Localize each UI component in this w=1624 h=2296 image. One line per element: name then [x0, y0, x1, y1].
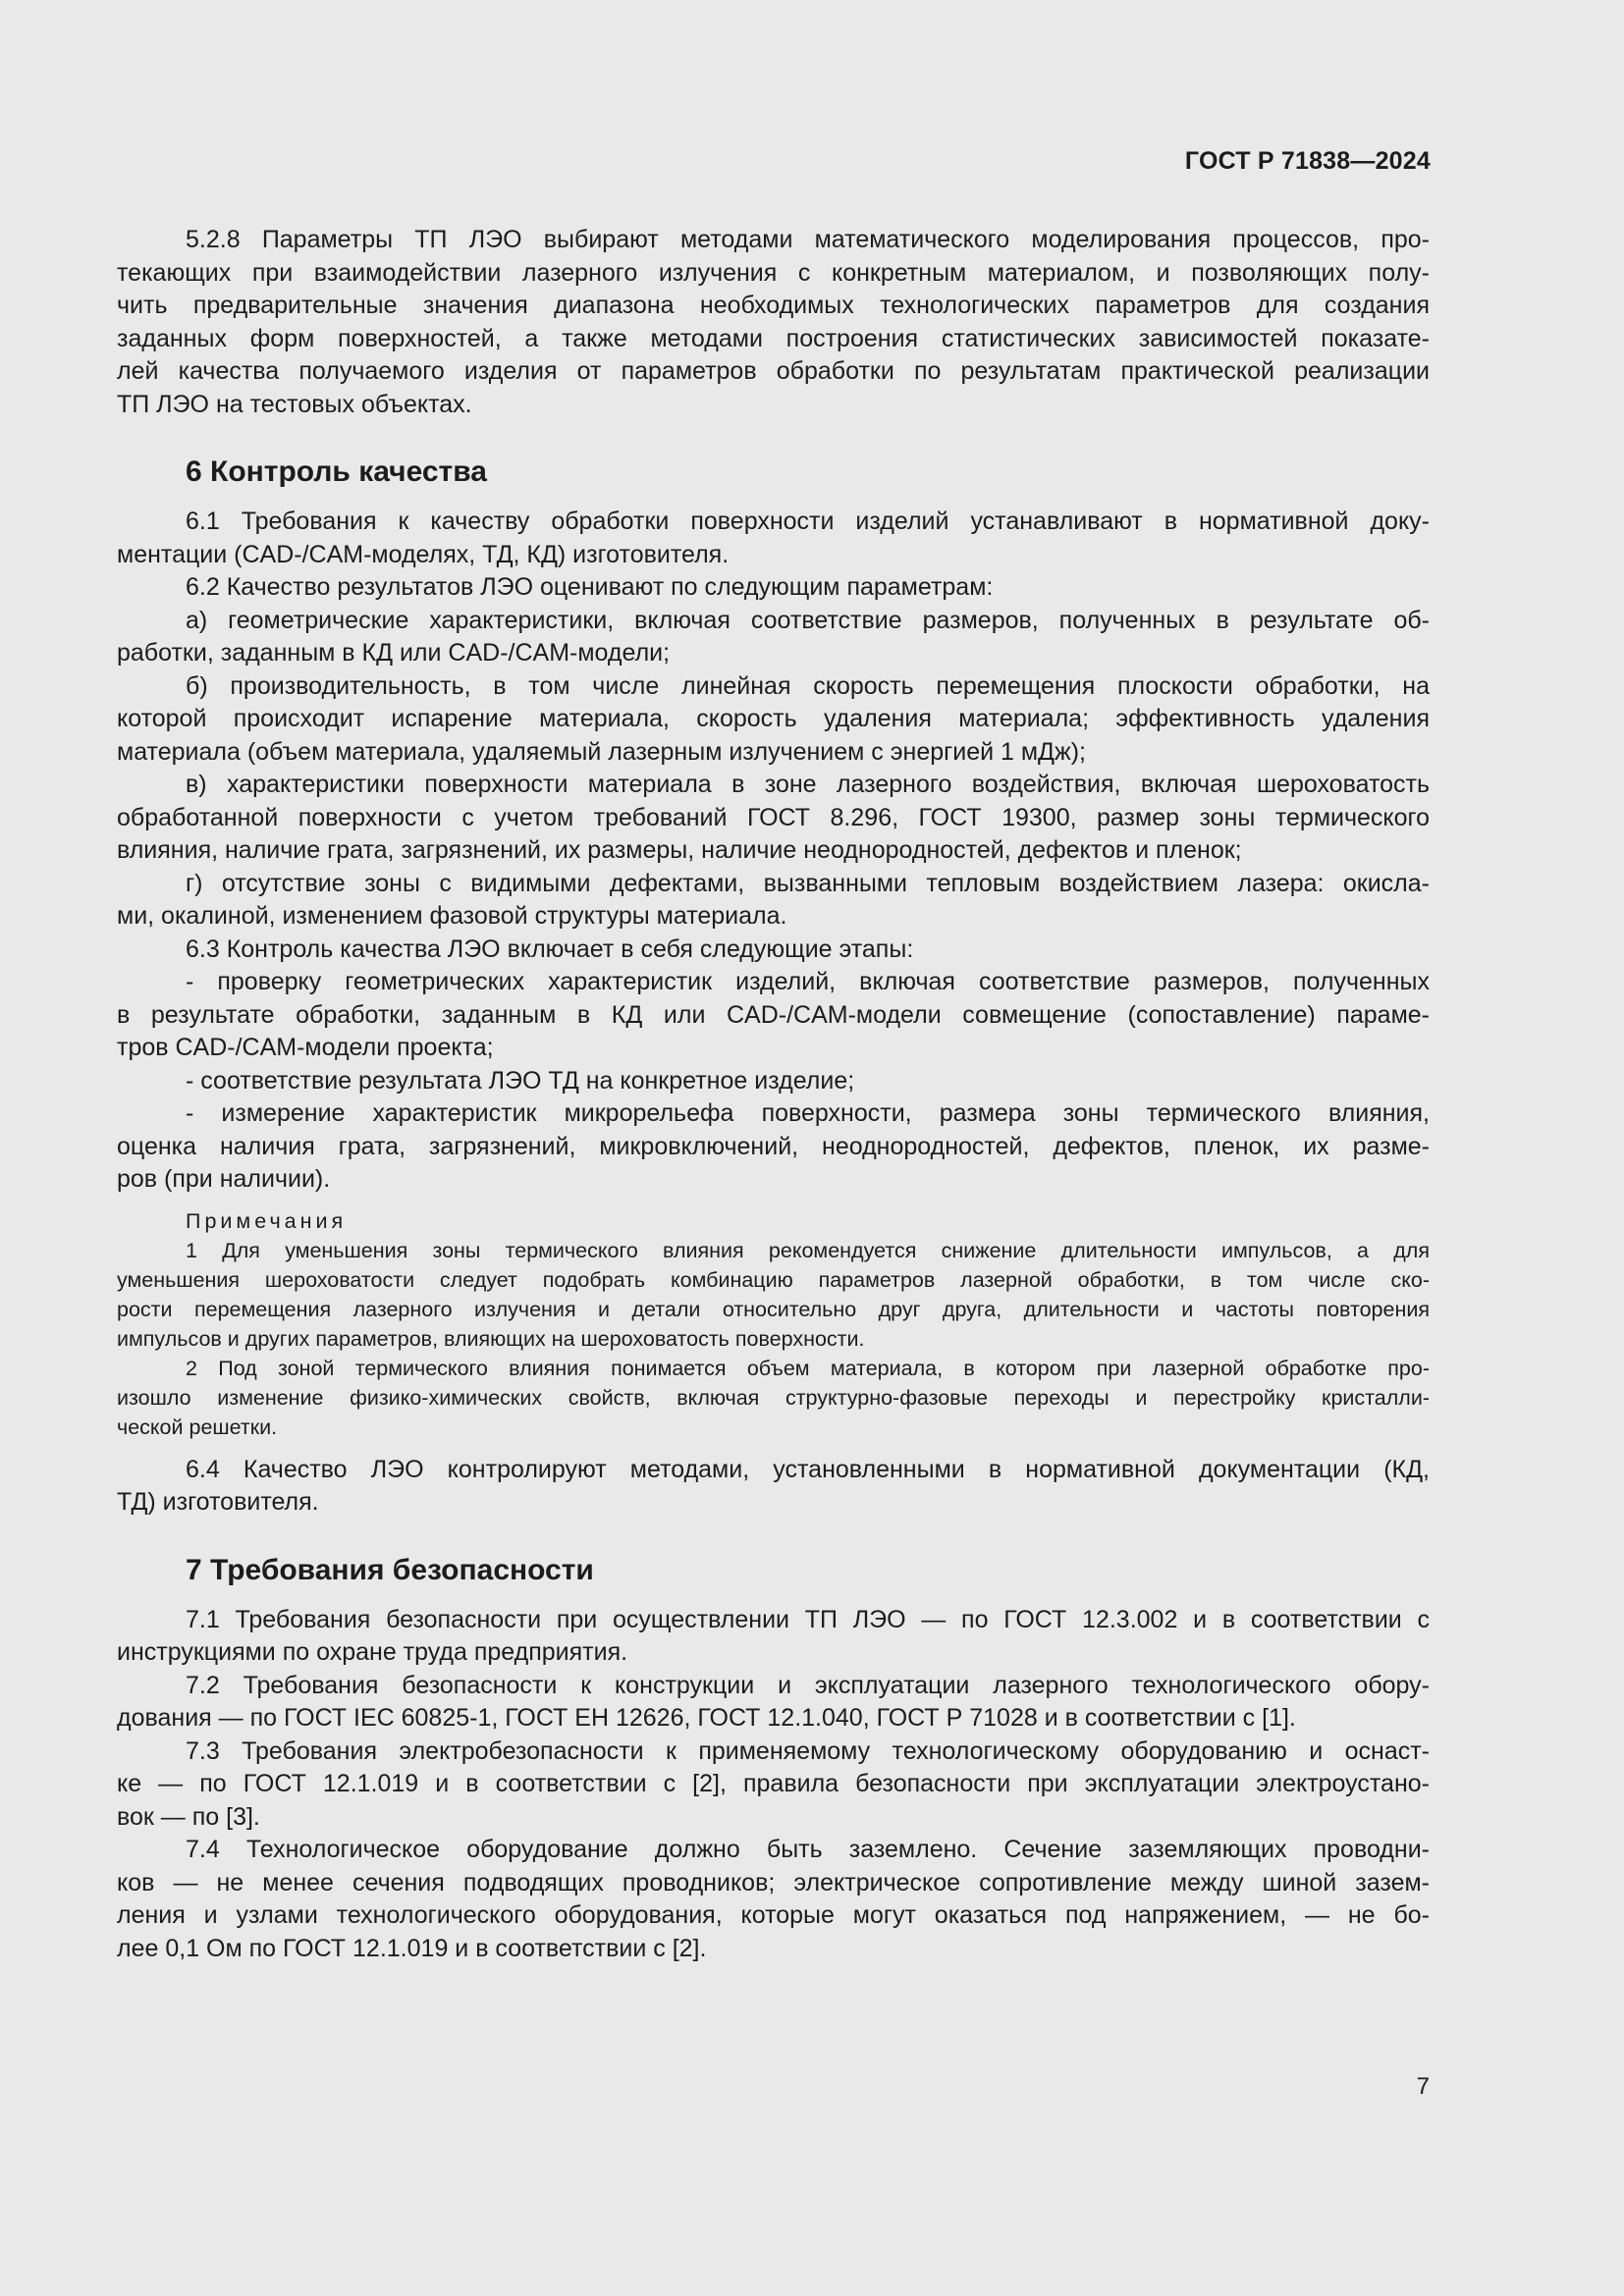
text-line: рости перемещения лазерного излучения и детали относительно друг друга, длительности и частоты повторения [117, 1297, 1430, 1321]
text-line: б) производительность, в том числе линейная скорость перемещения плоскости обработки, на [186, 671, 1430, 700]
text-line: ров (при наличии). [117, 1165, 331, 1193]
clause-7-2 [117, 1670, 1430, 1735]
page-content [117, 224, 1430, 1965]
clause-6-3 [117, 934, 1430, 967]
notes-title: Примечания [186, 1208, 348, 1233]
text-line: 7.3 Требования электробезопасности к применяемому технологическому оборудованию и оснаст- [186, 1736, 1430, 1765]
text-line: уменьшения шероховатости следует подобрать комбинацию параметров лазерной обработки, в том числе ско- [117, 1267, 1430, 1292]
notes-block [117, 1206, 1430, 1442]
text-line: ТП ЛЭО на тестовых объектах. [117, 390, 472, 418]
text-line: 1 Для уменьшения зоны термического влияния рекомендуется снижение длительности импульсов, а для [186, 1238, 1430, 1262]
text-line: 6.1 Требования к качеству обработки поверхности изделий устанавливают в нормативной доку- [186, 507, 1430, 535]
clause-6-2-a [117, 605, 1430, 670]
clause-7-4 [117, 1834, 1430, 1965]
text-line: лее 0,1 Ом по ГОСТ 12.1.019 и в соответствии с [2]. [117, 1934, 707, 1962]
text-line: изошло изменение физико-химических свойств, включая структурно-фазовые переходы и перестройку кристалли- [117, 1385, 1430, 1410]
text-line: в) характеристики поверхности материала в зоне лазерного воздействия, включая шероховатость [186, 771, 1430, 798]
text-line: 7.2 Требования безопасности к конструкции и эксплуатации лазерного технологического обору- [186, 1671, 1430, 1699]
section-6-heading: 6 Контроль качества [186, 455, 487, 488]
document-code: ГОСТ Р 71838—2024 [1184, 147, 1431, 175]
text-line: инструкциями по охране труда предприятия. [117, 1638, 628, 1666]
clause-6-2-b [117, 670, 1430, 770]
text-line: работки, заданным в КД или CAD-/CAM-модели; [117, 639, 671, 667]
clause-6-3-item-1 [117, 966, 1430, 1065]
text-line: ческой решетки. [117, 1415, 278, 1439]
text-line: материала (объем материала, удаляемый лазерным излучением с энергией 1 мДж); [117, 737, 1086, 766]
clause-6-1 [117, 506, 1430, 571]
text-line: лей качества получаемого изделия от параметров обработки по результатам практической реализации [117, 357, 1430, 385]
text-line: оценка наличия грата, загрязнений, микровключений, неоднородностей, дефектов, пленок, их разме- [117, 1132, 1430, 1160]
text-line: 7.4 Технологическое оборудование должно быть заземлено. Сечение заземляющих проводни- [186, 1836, 1430, 1863]
clause-6-4 [117, 1454, 1430, 1520]
text-line: чить предварительные значения диапазона необходимых технологических параметров для создания [117, 292, 1430, 319]
clause-6-3-item-2 [117, 1065, 1430, 1098]
text-line: дования — по ГОСТ IEC 60825-1, ГОСТ ЕН 12626, ГОСТ 12.1.040, ГОСТ Р 71028 и в соответствии с [1]. [117, 1704, 1296, 1732]
text-line: вок — по [3]. [117, 1802, 260, 1831]
clause-7-1 [117, 1604, 1430, 1670]
text-line: влияния, наличие грата, загрязнений, их размеры, наличие неоднородностей, дефектов и пленок; [117, 836, 1242, 864]
text-line: ментации (CAD-/CAM-моделях, ТД, КД) изготовителя. [117, 540, 730, 568]
text-line: текающих при взаимодействии лазерного излучения с конкретным материалом, и позволяющих полу- [117, 258, 1430, 287]
text-line: ми, окалиной, изменением фазовой структуры материала. [117, 902, 787, 930]
clause-6-2 [117, 571, 1430, 605]
text-line: в результате обработки, заданным в КД или CAD-/CAM-модели совмещение (сопоставление) параме- [117, 1000, 1430, 1029]
text-line: 6.2 Качество результатов ЛЭО оценивают по следующим параметрам: [186, 573, 994, 601]
text-line: импульсов и других параметров, влияющих на шероховатость поверхности. [117, 1326, 865, 1351]
clause-6-2-v [117, 769, 1430, 868]
text-line: которой происходит испарение материала, скорость удаления материала; эффективность удаления [117, 705, 1430, 732]
note-1 [117, 1236, 1430, 1354]
clause-6-2-g [117, 868, 1430, 934]
text-line: тров CAD-/CAM-модели проекта; [117, 1034, 494, 1061]
text-line: ке — по ГОСТ 12.1.019 и в соответствии с [2], правила безопасности при эксплуатации электроустано- [117, 1770, 1430, 1797]
clause-7-3 [117, 1735, 1430, 1835]
text-line: 2 Под зоной термического влияния понимается объем материала, в котором при лазерной обработке про- [186, 1356, 1430, 1380]
clause-6-3-item-3 [117, 1097, 1430, 1197]
text-line: ков — не менее сечения подводящих проводников; электрическое сопротивление между шиной зазем- [117, 1868, 1430, 1896]
text-line: - измерение характеристик микрорельефа поверхности, размера зоны термического влияния, [186, 1099, 1430, 1127]
clause-5-2-8 [117, 224, 1430, 421]
text-line: - соответствие результата ЛЭО ТД на конкретное изделие; [186, 1066, 855, 1095]
text-line: заданных форм поверхностей, а также методами построения статистических зависимостей показате- [117, 324, 1430, 352]
section-7-heading: 7 Требования безопасности [186, 1553, 594, 1586]
text-line: г) отсутствие зоны с видимыми дефектами, вызванными тепловым воздействием лазера: окисла- [186, 869, 1430, 897]
text-line: 6.3 Контроль качества ЛЭО включает в себя следующие этапы: [186, 934, 914, 963]
text-line: обработанной поверхности с учетом требований ГОСТ 8.296, ГОСТ 19300, размер зоны термического [117, 803, 1430, 831]
text-line: ТД) изготовителя. [117, 1488, 319, 1516]
page-number: 7 [1416, 2073, 1430, 2100]
text-line: - проверку геометрических характеристик изделий, включая соответствие размеров, полученных [186, 968, 1430, 995]
note-2 [117, 1354, 1430, 1442]
text-line: 6.4 Качество ЛЭО контролируют методами, установленными в нормативной документации (КД, [186, 1455, 1430, 1483]
text-line: а) геометрические характеристики, включая соответствие размеров, полученных в результате об- [186, 606, 1430, 634]
text-line: ления и узлами технологического оборудования, которые могут оказаться под напряжением, — не бо- [117, 1901, 1430, 1929]
text-line: 5.2.8 Параметры ТП ЛЭО выбирают методами математического моделирования процессов, про- [186, 226, 1430, 253]
text-line: 7.1 Требования безопасности при осуществлении ТП ЛЭО — по ГОСТ 12.3.002 и в соответствии с [186, 1605, 1430, 1633]
